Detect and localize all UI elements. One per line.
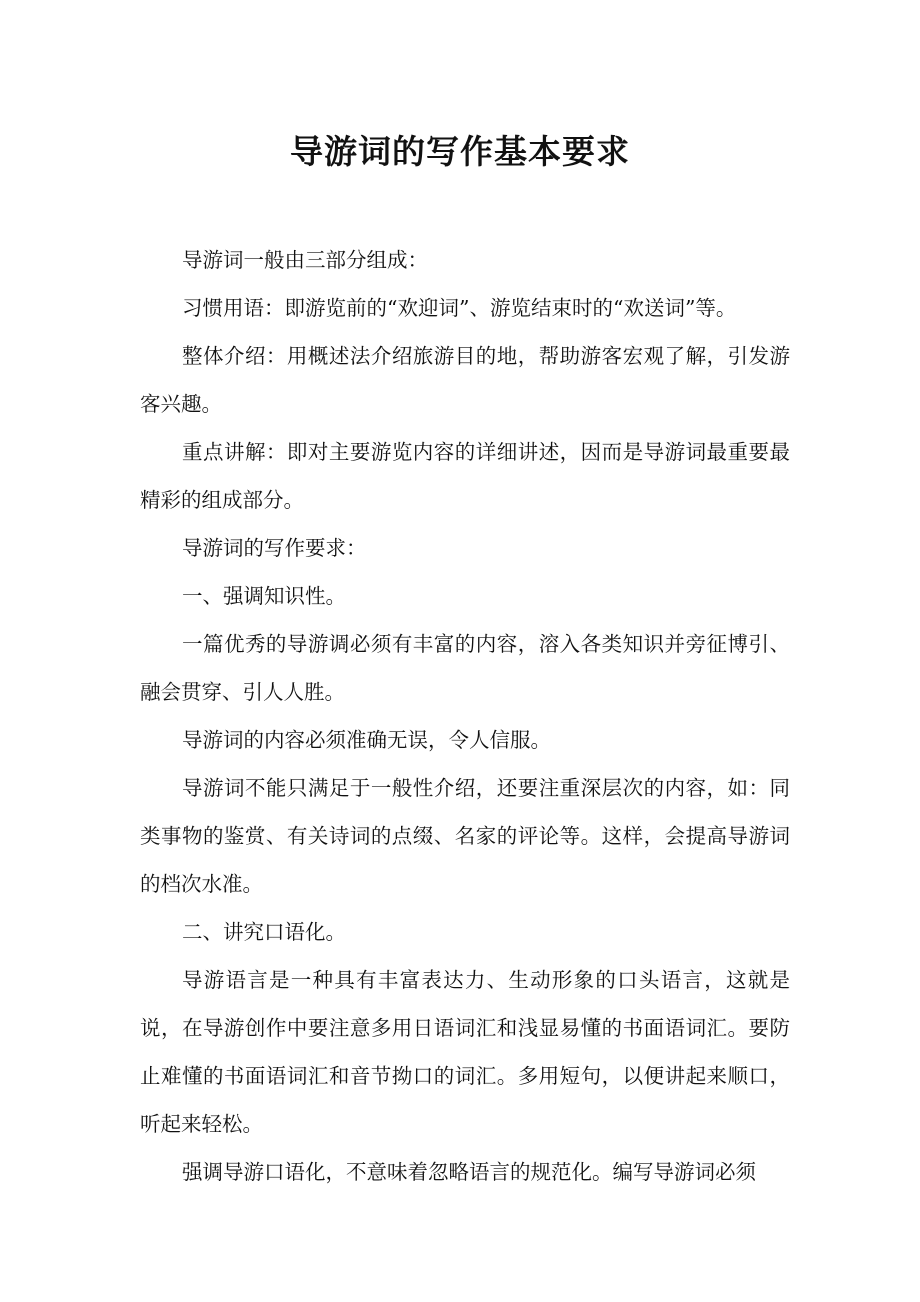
paragraph: 整体介绍：用概述法介绍旅游目的地，帮助游客宏观了解，引发游客兴趣。 <box>140 344 790 416</box>
paragraph: 导游词的内容必须准确无误，令人信服。 <box>182 728 551 752</box>
paragraph: 一篇优秀的导游调必须有丰富的内容，溶入各类知识并旁征博引、融会贯穿、引人人胜。 <box>140 632 790 704</box>
paragraph: 习惯用语：即游览前的“欢迎词”、游览结束时的“欢送词”等。 <box>182 296 737 320</box>
paragraph: 导游词不能只满足于一般性介绍，还要注重深层次的内容，如：同类事物的鉴赏、有关诗词的点缀、名家的评论等。这样，会提高导游词的档次水准。 <box>140 776 790 896</box>
paragraph: 强调导游口语化，不意味着忽略语言的规范化。编写导游词必须 <box>182 1160 756 1184</box>
paragraph: 导游语言是一种具有丰富表达力、生动形象的口头语言，这就是说，在导游创作中要注意多用日语词汇和浅显易懂的书面语词汇。要防止难懂的书面语词汇和音节拗口的词汇。多用短句，以便讲起来顺口，听起来轻松。 <box>140 968 790 1136</box>
paragraph: 导游词的写作要求： <box>182 536 367 560</box>
paragraph: 导游词一般由三部分组成： <box>182 248 428 272</box>
paragraph: 重点讲解：即对主要游览内容的详细讲述，因而是导游词最重要最精彩的组成部分。 <box>140 440 790 512</box>
paragraph: 二、讲究口语化。 <box>182 920 346 944</box>
document-title: 导游词的写作基本要求 <box>290 132 630 171</box>
document-body <box>140 236 790 1196</box>
paragraph: 一、强调知识性。 <box>182 584 346 608</box>
